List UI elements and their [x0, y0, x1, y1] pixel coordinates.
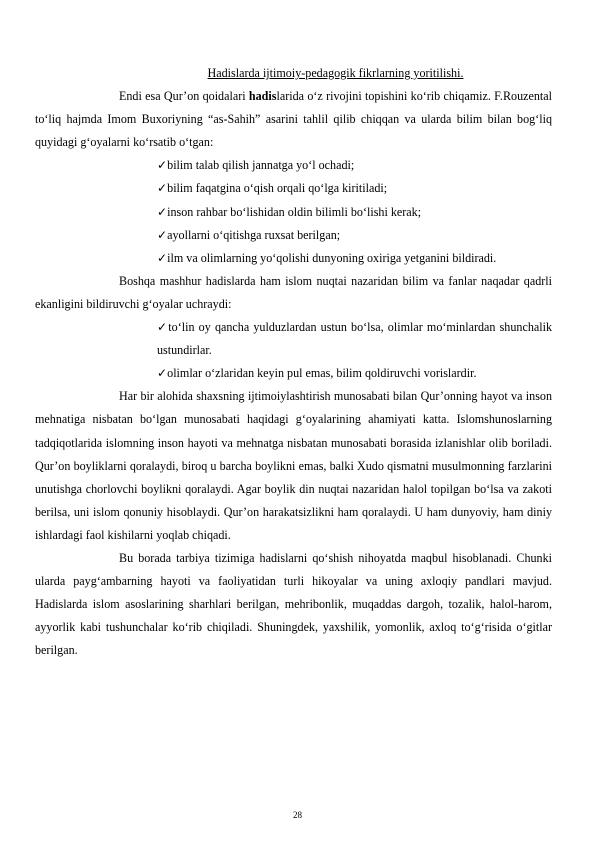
ideas-list — [119, 154, 552, 269]
paragraph-socialization: Har bir alohida shaxsning ijtimoiylashtirish munosabati bilan Qur’onning hayot va inson mehnatiga nisbatan bo‘lgan munosabati haqidagi g‘oyalarining ahamiyati katta. Islomshunoslarning tadqiqotlarida islomning inson hayoti va mehnatga nisbatan munosabati borasida izlanishlar olib boriladi. Qur’on boyliklarni qoralaydi, biroq u barcha boylikni emas, balki Xudo qismatni musulmonning farzlarini unutishga chorlovchi boylikni qoralaydi. Agar boylik din nuqtai nazaridan halol topilgan bo‘lsa va zakoti berilsa, uni islom qonuniy hisoblaydi. Qur’on harakatsizlikni ham qoralaydi. U ham dunyoviy, ham diniy ishlardagi faol kishilarni yoqlab chiqadi. — [35, 389, 552, 542]
list-item: ✓bilim talab qilish jannatga yo‘l ochadi; — [157, 158, 355, 173]
checkmark-icon: ✓ — [157, 204, 168, 219]
checkmark-icon: ✓ — [157, 227, 168, 242]
intro-text-bold: hadis — [248, 89, 277, 104]
paragraph-hadith-ideas: Boshqa mashhur hadislarda ham islom nuqtai nazaridan bilim va fanlar naqadar qadrli ekanligini bildiruvchi g‘oyalar uchraydi: — [35, 273, 552, 311]
section-title: Hadislarda ijtimoiy-pedagogik fikrlarning yoritilishi. — [207, 66, 464, 80]
intro-paragraph — [35, 85, 552, 154]
intro-text-after: larida o‘z rivojini topishini ko‘rib chiqamiz. F.Rouzental to‘liq hajmda Imom Buxoriyning “as-Sahih” asarini tahlil qilib chiqqan va ularda bilim bilan bog‘liq quyidagi g‘oyalarni ko‘rsatib o‘tgan: — [35, 89, 552, 150]
list-item: ✓inson rahbar bo‘lishidan oldin bilimli bo‘lishi kerak; — [157, 204, 422, 219]
list-item: ✓ilm va olimlarning yo‘qolishi dunyoning oxiriga yetganini bildiradi. — [157, 250, 497, 265]
paragraph-education-system: Bu borada tarbiya tizimiga hadislarni qo‘shish nihoyatda maqbul hisoblanadi. Chunki ularda payg‘ambarning hayoti va faoliyatidan turli hikoyalar va uning axloqiy pandlari mavjud. Hadislarda islom asoslarining sharhlari berilgan, mehribonlik, muqaddas dargoh, tozalik, halol-harom, ayyorlik kabi tushunchalar ko‘rib chiqiladi. Shuningdek, yaxshilik, yomonlik, axloq to‘g‘risida o‘gitlar berilgan. — [35, 550, 552, 658]
list-item: ✓olimlar o‘zlaridan keyin pul emas, bilim qoldiruvchi vorislardir. — [157, 366, 477, 381]
checkmark-icon: ✓ — [157, 181, 168, 196]
checkmark-icon: ✓ — [157, 320, 169, 335]
intro-text-before: Endi esa Qur’on qoidalari — [119, 89, 249, 104]
list-item: ✓ayollarni o‘qitishga ruxsat berilgan; — [157, 227, 341, 242]
checkmark-icon: ✓ — [157, 158, 168, 173]
page-number: 28 — [293, 810, 302, 820]
list-item: ✓bilim faqatgina o‘qish orqali qo‘lga kiritiladi; — [157, 181, 388, 196]
checkmark-icon: ✓ — [157, 250, 168, 265]
checkmark-icon: ✓ — [157, 366, 168, 381]
list-item: ✓to‘lin oy qancha yulduzlardan ustun bo‘lsa, olimlar mo‘minlardan shunchalik ustundirlar. — [157, 320, 553, 358]
scholars-list — [119, 316, 552, 385]
page-content — [35, 62, 553, 662]
